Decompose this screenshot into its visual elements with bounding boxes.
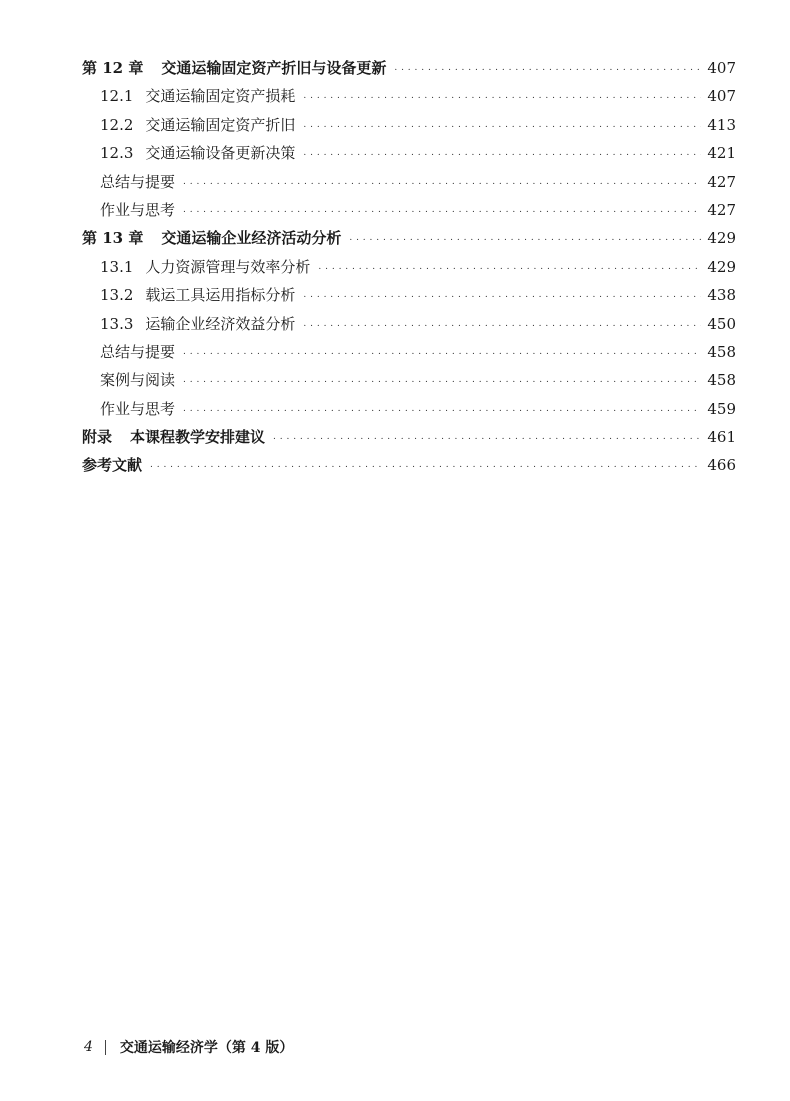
- dot-leader: [394, 63, 701, 73]
- toc-entry-title: 交通运输固定资产折旧与设备更新: [161, 59, 387, 77]
- dot-leader: [183, 347, 701, 357]
- toc-entry-number: 12.1: [100, 87, 134, 106]
- toc-entry-page-number: 438: [707, 286, 736, 305]
- toc-entry-page-number: 421: [707, 144, 736, 163]
- dot-leader: [183, 177, 701, 187]
- toc-chapter-entry[interactable]: [82, 451, 736, 479]
- toc-section-entry[interactable]: [82, 82, 736, 110]
- dot-leader: [273, 432, 701, 442]
- toc-entry-title: 参考文献: [82, 456, 143, 475]
- toc-entry-title: 总结与提要: [100, 172, 176, 191]
- toc-chapter-entry[interactable]: [82, 54, 736, 82]
- toc-entry-title: 交通运输固定资产损耗: [145, 87, 296, 106]
- toc-entry-title: 案例与阅读: [100, 371, 176, 390]
- toc-entry-page-number: 458: [707, 371, 736, 390]
- toc-entry-page-number: 427: [707, 200, 736, 219]
- toc-section-entry[interactable]: [82, 395, 736, 423]
- toc-chapter-entry[interactable]: [82, 224, 736, 252]
- dot-leader: [349, 233, 701, 243]
- footer-page-number: 4: [84, 1039, 93, 1055]
- toc-entry-title: 交通运输固定资产折旧: [145, 115, 296, 134]
- toc-section-entry[interactable]: [82, 310, 736, 338]
- toc-entry-number: 12.3: [100, 144, 134, 163]
- dot-leader: [183, 404, 701, 414]
- toc-entry-number: 12.2: [100, 115, 134, 134]
- toc-entry-number: 第 12 章: [82, 59, 144, 77]
- toc-section-entry[interactable]: [82, 281, 736, 309]
- dot-leader: [183, 205, 701, 215]
- toc-section-entry[interactable]: [82, 111, 736, 139]
- toc-entry-page-number: 458: [707, 342, 736, 361]
- dot-leader: [318, 262, 701, 272]
- toc-section-entry[interactable]: [82, 168, 736, 196]
- toc-entry-page-number: 413: [707, 115, 736, 134]
- toc-entry-page-number: 450: [707, 314, 736, 333]
- toc-entry-page-number: 429: [707, 257, 736, 276]
- toc-entry-number: 13.1: [100, 257, 134, 276]
- toc-chapter-entry[interactable]: [82, 423, 736, 451]
- dot-leader: [303, 290, 701, 300]
- toc-entry-title: 运输企业经济效益分析: [145, 314, 296, 333]
- toc-entry-number: 附录: [82, 428, 113, 447]
- dot-leader: [183, 375, 701, 385]
- toc-entry-title: 本课程教学安排建议: [130, 428, 266, 447]
- toc-entry-page-number: 461: [707, 428, 736, 447]
- toc-section-entry[interactable]: [82, 139, 736, 167]
- toc-section-entry[interactable]: [82, 366, 736, 394]
- footer-book-title: 交通运输经济学（第 4 版）: [119, 1040, 294, 1056]
- toc-entry-title: 总结与提要: [100, 342, 176, 361]
- dot-leader: [303, 148, 701, 158]
- toc-entry-title: 交通运输设备更新决策: [145, 144, 296, 163]
- toc-entry-title: 人力资源管理与效率分析: [145, 257, 311, 276]
- page-footer: [84, 1037, 293, 1057]
- toc-entry-title: 作业与思考: [100, 399, 176, 418]
- table-of-contents: [82, 54, 736, 480]
- footer-divider: [105, 1040, 106, 1055]
- toc-entry-page-number: 459: [707, 399, 736, 418]
- toc-entry-page-number: 427: [707, 172, 736, 191]
- toc-entry-number: 13.2: [100, 286, 134, 305]
- dot-leader: [303, 319, 701, 329]
- toc-entry-title: 作业与思考: [100, 200, 176, 219]
- toc-entry-page-number: 466: [707, 456, 736, 475]
- toc-entry-page-number: 407: [707, 59, 736, 77]
- toc-entry-page-number: 429: [707, 229, 736, 248]
- toc-entry-number: 第 13 章: [82, 229, 144, 248]
- toc-entry-page-number: 407: [707, 87, 736, 106]
- toc-section-entry[interactable]: [82, 253, 736, 281]
- toc-entry-title: 载运工具运用指标分析: [145, 286, 296, 305]
- toc-entry-number: 13.3: [100, 314, 134, 333]
- dot-leader: [303, 91, 701, 101]
- dot-leader: [150, 460, 701, 470]
- toc-section-entry[interactable]: [82, 196, 736, 224]
- toc-entry-title: 交通运输企业经济活动分析: [161, 229, 342, 248]
- dot-leader: [303, 120, 701, 130]
- toc-section-entry[interactable]: [82, 338, 736, 366]
